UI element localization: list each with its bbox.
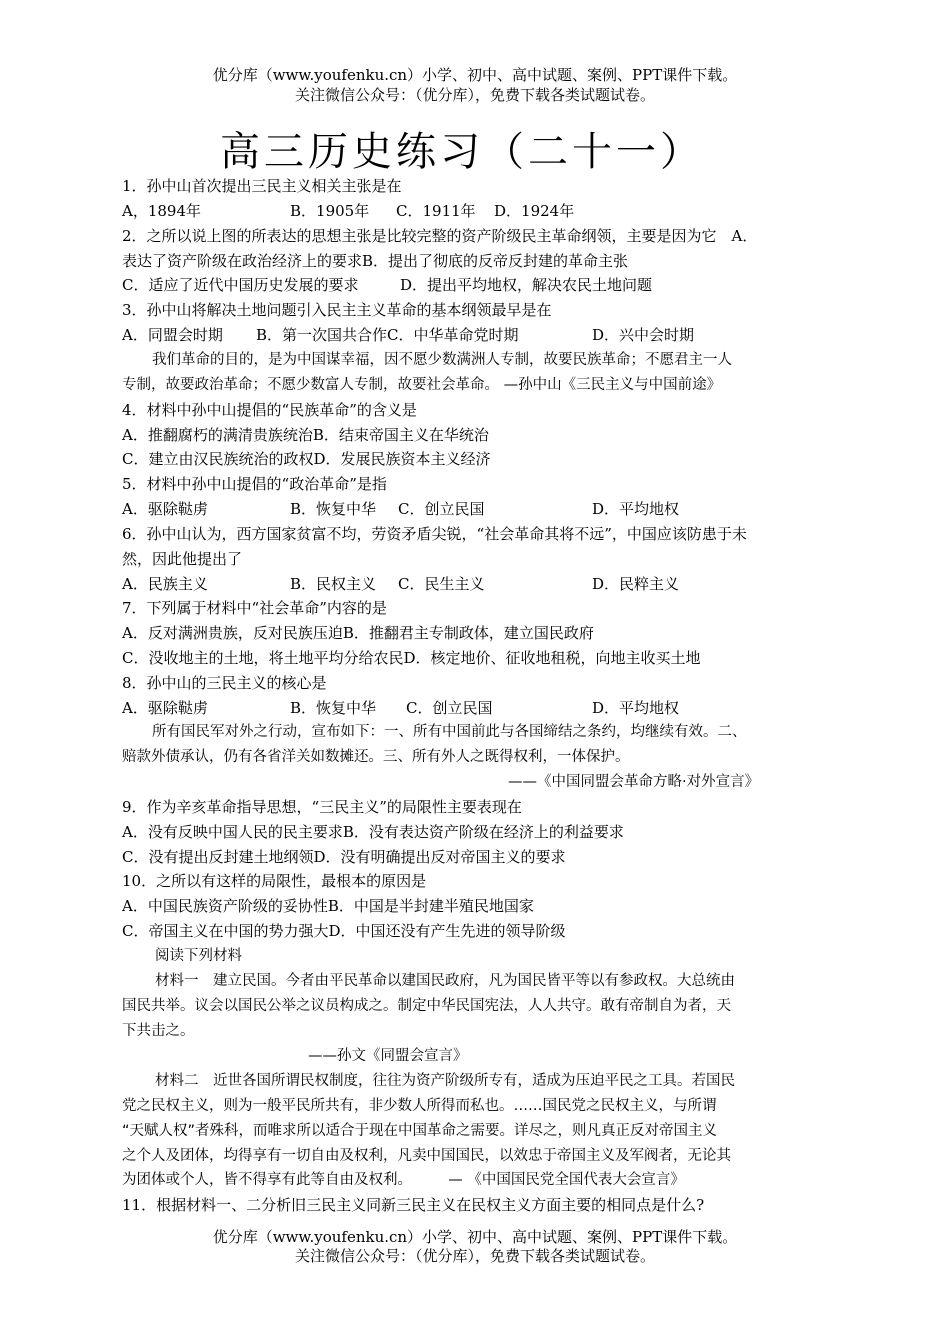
- footer-line-2: 关注微信公众号：（优分库），免费下载各类试题试卷。: [294, 1247, 655, 1265]
- footer-line-1: 优分库（www.youfenku.cn）小学、初中、高中试题、案例、PPT课件下载。: [212, 1228, 738, 1246]
- question-11-stem: 11．根据材料一、二分析旧三民主义同新三民主义在民权主义方面主要的相同点是什么?: [122, 1196, 705, 1214]
- question-10-options-ab: A．中国民族资产阶级的妥协性B．中国是半封建半殖民地国家: [122, 897, 534, 915]
- question-9-options-ab: A．没有反映中国人民的民主要求B．没有表达资产阶级在经济上的利益要求: [122, 823, 624, 841]
- question-8-option-b: B．恢复中华: [290, 699, 377, 717]
- question-1-option-b: B．1905年: [290, 202, 370, 220]
- question-4-options-ab: A．推翻腐朽的满清贵族统治B．结束帝国主义在华统治: [122, 426, 489, 444]
- reading-material-2-line-3: “天赋人权”者殊科，而唯求所以适合于现在中国革命之需要。详尽之，则凡真正反对帝国主义: [122, 1123, 718, 1139]
- question-1-stem: 1．孙中山首次提出三民主义相关主张是在: [122, 177, 402, 195]
- question-7-stem: 7．下列属于材料中“社会革命”内容的是: [122, 599, 387, 617]
- reading-material-1-source: ——孙文《同盟会宣言》: [308, 1048, 468, 1064]
- material-1-line-2: 专制，故要政治革命；不愿少数富人专制，故要社会革命。 —孙中山《三民主义与中国前途》: [122, 377, 722, 393]
- material-2-line-2: 赔款外债承认，仍有各省洋关如数摊还。三、所有外人之既得权利，一体保护。: [122, 749, 630, 765]
- question-5-options: [122, 498, 679, 520]
- question-1-option-c: C．1911年: [396, 202, 476, 220]
- question-6-option-a: A．民族主义: [122, 575, 208, 593]
- question-3-stem: 3．孙中山将解决土地问题引入民主主义革命的基本纲领最早是在: [122, 301, 552, 319]
- question-3-option-d: D．兴中会时期: [592, 326, 695, 344]
- reading-material-1-line-2: 国民共举。议会以国民公举之议员构成之。制定中华民国宪法，人人共守。敢有帝制自为者，天: [122, 998, 731, 1014]
- question-8-option-c: C．创立民国: [406, 699, 493, 717]
- question-5-option-a: A．驱除鞑虏: [122, 500, 208, 518]
- question-3-option-a: A．同盟会时期: [122, 326, 223, 344]
- question-2-options-cd: [122, 274, 652, 296]
- question-5-option-c: C．创立民国: [398, 500, 485, 518]
- question-8-option-a: A．驱除鞑虏: [122, 699, 208, 717]
- question-5-option-b: B．恢复中华: [290, 500, 377, 518]
- reading-material-2-line-5: 为团体或个人，皆不得享有此等自由及权利。 — 《中国国民党全国代表大会宣言》: [122, 1172, 685, 1188]
- header-line-1: 优分库（www.youfenku.cn）小学、初中、高中试题、案例、PPT课件下载。: [212, 66, 738, 84]
- reading-material-2-line-2: 党之民权主义，则为一般平民所共有，非少数人所得而私也。……国民党之民权主义，与所谓: [122, 1098, 717, 1114]
- question-6-options: [122, 573, 679, 595]
- question-2-line-2: 表达了资产阶级在政治经济上的要求B．提出了彻底的反帝反封建的革命主张: [122, 252, 629, 270]
- question-6-line-2: 然，因此他提出了: [122, 550, 243, 568]
- header-line-2: 关注微信公众号：（优分库），免费下载各类试题试卷。: [294, 86, 655, 104]
- material-2-line-1: 所有国民军对外之行动，宣布如下：一、所有中国前此与各国缔结之条约，均继续有效。二、: [152, 724, 747, 740]
- question-2-option-c: C．适应了近代中国历史发展的要求: [122, 276, 359, 294]
- question-2-option-d: D．提出平均地权，解决农民土地问题: [400, 276, 653, 294]
- question-10-options-cd: C．帝国主义在中国的势力强大D．中国还没有产生先进的领导阶级: [122, 922, 566, 940]
- reading-intro: 阅读下列材料: [155, 948, 242, 964]
- question-9-stem: 9．作为辛亥革命指导思想，“三民主义”的局限性主要表现在: [122, 798, 522, 816]
- question-6-stem: 6．孙中山认为，西方国家贫富不均，劳资矛盾尖锐，“社会革命其将不远”，中国应该防患于未: [122, 525, 747, 543]
- question-8-options: [122, 697, 679, 719]
- page-title: 高三历史练习（二十一）: [220, 129, 704, 175]
- question-6-option-c: C．民生主义: [398, 575, 485, 593]
- question-5-stem: 5．材料中孙中山提倡的“政治革命”是指: [122, 475, 387, 493]
- question-6-option-b: B．民权主义: [290, 575, 377, 593]
- question-3-option-bc: B．第一次国共合作C．中华革命党时期: [256, 326, 519, 344]
- question-7-options-cd: C．没收地主的土地，将土地平均分给农民D．核定地价、征收地租税，向地主收买土地: [122, 649, 701, 667]
- question-1-option-d: D．1924年: [494, 202, 575, 220]
- question-3-options: [122, 324, 694, 346]
- question-5-option-d: D．平均地权: [592, 500, 680, 518]
- question-1-options: [122, 200, 574, 222]
- question-7-options-ab: A．反对满洲贵族，反对民族压迫B．推翻君主专制政体，建立国民政府: [122, 624, 594, 642]
- question-8-stem: 8．孙中山的三民主义的核心是: [122, 674, 327, 692]
- reading-material-2-line-4: 之个人及团体，均得享有一切自由及权利，凡卖中国国民，以效忠于帝国主义及军阀者，无论其: [122, 1148, 731, 1164]
- reading-material-1-line-1: 材料一 建立民国。今者由平民革命以建国民政府，凡为国民皆平等以有参政权。大总统由: [155, 973, 735, 989]
- question-9-options-cd: C．没有提出反封建土地纲领D．没有明确提出反对帝国主义的要求: [122, 848, 566, 866]
- question-10-stem: 10．之所以有这样的局限性，最根本的原因是: [122, 872, 427, 890]
- question-4-stem: 4．材料中孙中山提倡的“民族革命”的含义是: [122, 401, 417, 419]
- reading-material-2-line-1: 材料二 近世各国所谓民权制度，往往为资产阶级所专有，适成为压迫平民之工具。若国民: [155, 1073, 735, 1089]
- question-4-options-cd: C．建立由汉民族统治的政权D．发展民族资本主义经济: [122, 450, 491, 468]
- question-1-option-a: A，1894年: [122, 202, 202, 220]
- material-2-source: ——《中国同盟会革命方略·对外宣言》: [508, 774, 760, 790]
- question-8-option-d: D．平均地权: [592, 699, 680, 717]
- question-2-stem: 2．之所以说上图的所表达的思想主张是比较完整的资产阶级民主革命纲领，主要是因为它 A．: [122, 227, 758, 245]
- material-1-line-1: 我们革命的目的，是为中国谋幸福，因不愿少数满洲人专制，故要民族革命；不愿君主一人: [152, 352, 732, 368]
- question-6-option-d: D．民粹主义: [592, 575, 680, 593]
- reading-material-1-line-3: 下共击之。: [122, 1023, 195, 1039]
